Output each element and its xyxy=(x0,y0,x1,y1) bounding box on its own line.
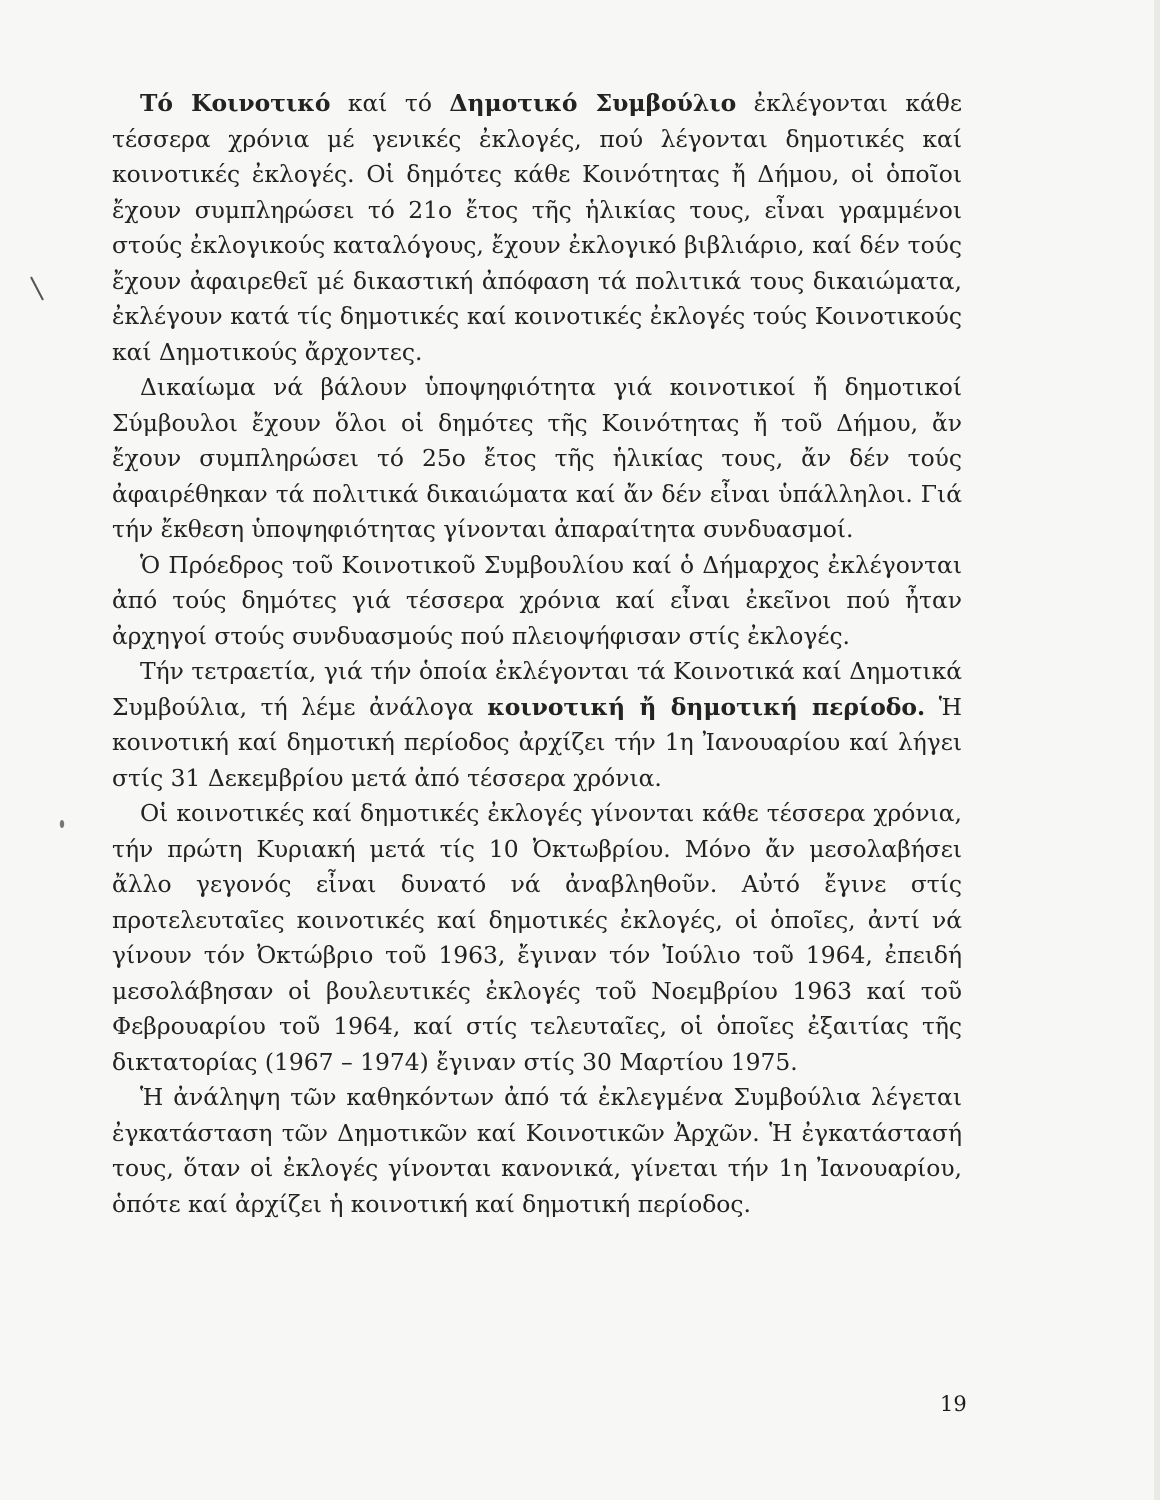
paragraph-1-connector: καί τό xyxy=(330,89,450,117)
paragraph-3: Ὁ Πρόεδρος τοῦ Κοινοτικοῦ Συμβουλίου καί ὁ Δήμαρχος ἐκλέγονται ἀπό τούς δημότες γιά τέσσερα χρόνια καί εἶναι ἐκεῖνοι πού ἦταν ἀρχηγοί στούς συνδυασμούς πού πλειοψήφισαν στίς ἐκλογές. xyxy=(112,550,962,650)
margin-dot-mark xyxy=(58,818,66,830)
term-community-council: Τό Κοινοτικό xyxy=(140,89,331,117)
body-text xyxy=(112,86,962,1222)
page-edge-shadow xyxy=(1154,0,1160,1500)
paragraph-4 xyxy=(112,654,962,796)
page-number: 19 xyxy=(940,1392,967,1416)
paragraph-6: Ἡ ἀνάληψη τῶν καθηκόντων ἀπό τά ἐκλεγμένα Συμβούλια λέγεται ἐγκατάσταση τῶν Δημοτικῶν καί Κοινοτικῶν Ἀρχῶν. Ἡ ἐγκατάστασή τους, ὅταν οἱ ἐκλογές γίνονται κανονικά, γίνεται τήν 1η Ἰανουαρίου, ὁπότε καί ἀρχίζει ἡ κοινοτική καί δημοτική περίοδος. xyxy=(112,1083,962,1218)
paragraph-4-text-before: Τήν τετραετία, γιά τήν ὁποία ἐκλέγονται τά Κοινοτικά καί Δημοτικά Συμβούλια, τή λέμε ἀνάλογα xyxy=(112,657,962,721)
paragraph-4-text-after: Ἡ κοινοτική καί δημοτική περίοδος ἀρχίζει τήν 1η Ἰανουαρίου καί λήγει στίς 31 Δεκεμβρίου μετά ἀπό τέσσερα χρόνια. xyxy=(112,692,962,792)
term-municipal-period: κοινοτική ἤ δημοτική περίοδο. xyxy=(487,692,926,721)
paragraph-1 xyxy=(112,86,962,370)
paragraph-1-text: ἐκλέγονται κάθε τέσσερα χρόνια μέ γενικές ἐκλογές, πού λέγονται δημοτικές καί κοινοτικές ἐκλογές. Οἱ δημότες κάθε Κοινότητας ἤ Δήμου, οἱ ὁποῖοι ἔχουν συμπληρώσει τό 21ο ἔτος τῆς ἡλικίας τους, εἶναι γραμμένοι στούς ἐκλογικούς καταλόγους, ἔχουν ἐκλογικό βιβλιάριο, καί δέν τούς ἔχουν ἀφαιρεθεῖ μέ δικαστική ἀπόφαση τά πολιτικά τους δικαιώματα, ἐκλέγουν κατά τίς δημοτικές καί κοινοτικές ἐκλογές τούς Κοινοτικούς καί Δημοτικούς ἄρχοντες. xyxy=(112,89,962,366)
paragraph-2: Δικαίωμα νά βάλουν ὑποψηφιότητα γιά κοινοτικοί ἤ δημοτικοί Σύμβουλοι ἔχουν ὅλοι οἱ δημότες τῆς Κοινότητας ἤ τοῦ Δήμου, ἄν ἔχουν συμπληρώσει τό 25ο ἔτος τῆς ἡλικίας τους, ἄν δέν τούς ἀφαιρέθηκαν τά πολιτικά δικαιώματα καί ἄν δέν εἶναι ὑπάλληλοι. Γιά τήν ἔκθεση ὑποψηφιότητας γίνονται ἀπαραίτητα συνδυασμοί. xyxy=(112,373,962,543)
margin-pencil-mark xyxy=(28,274,48,304)
paragraph-5: Οἱ κοινοτικές καί δημοτικές ἐκλογές γίνονται κάθε τέσσερα χρόνια, τήν πρώτη Κυριακή μετά τίς 10 Ὀκτωβρίου. Μόνο ἄν μεσολαβήσει ἄλλο γεγονός εἶναι δυνατό νά ἀναβληθοῦν. Αὐτό ἔγινε στίς προτελευταῖες κοινοτικές καί δημοτικές ἐκλογές, οἱ ὁποῖες, ἀντί νά γίνουν τόν Ὀκτώβριο τοῦ 1963, ἔγιναν τόν Ἰούλιο τοῦ 1964, ἐπειδή μεσολάβησαν οἱ βουλευτικές ἐκλογές τοῦ Νοεμβρίου 1963 καί τοῦ Φεβρουαρίου τοῦ 1964, καί στίς τελευταῖες, οἱ ὁποῖες ἐξαιτίας τῆς δικτατορίας (1967 – 1974) ἔγιναν στίς 30 Μαρτίου 1975. xyxy=(112,799,962,1076)
term-municipal-council: Δημοτικό Συμβούλιο xyxy=(449,89,737,117)
